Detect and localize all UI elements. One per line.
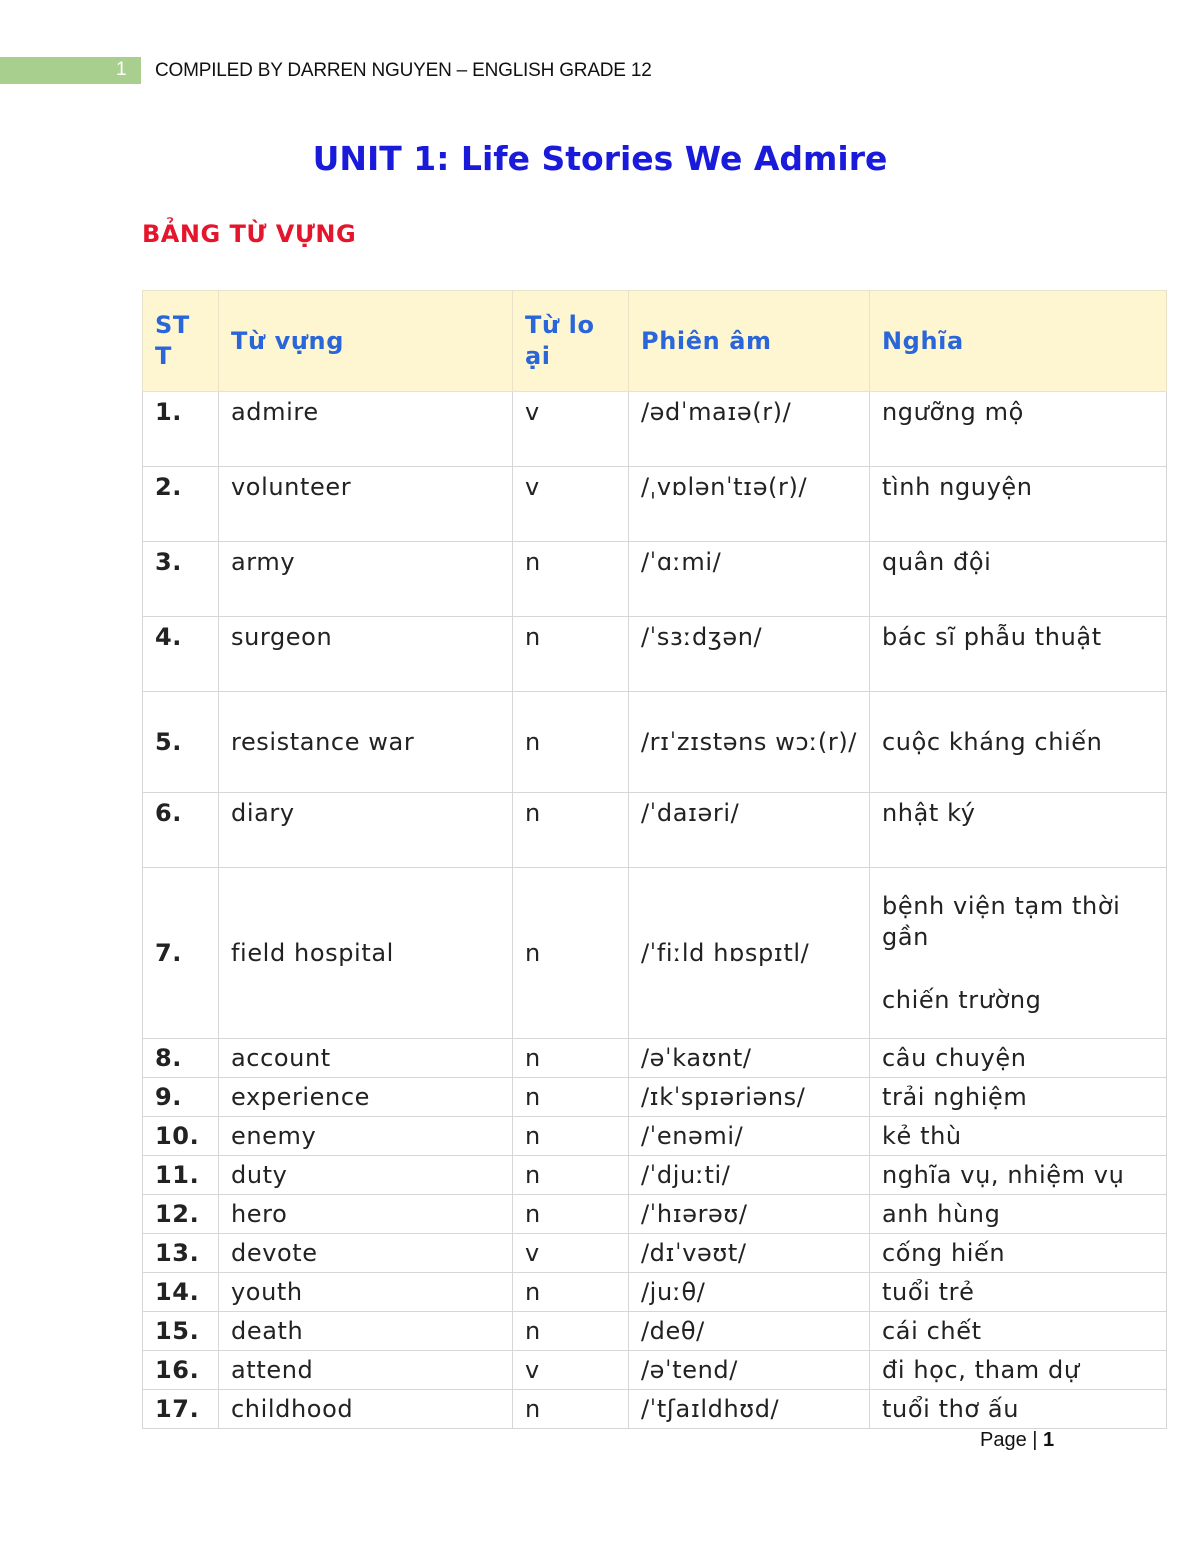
- cell-type: n: [513, 1390, 629, 1429]
- meaning-line-1: bệnh viện tạm thời gần: [882, 891, 1121, 951]
- table-row: [143, 1273, 1167, 1312]
- cell-meaning: nghĩa vụ, nhiệm vụ: [870, 1156, 1167, 1195]
- cell-meaning: tuổi trẻ: [870, 1273, 1167, 1312]
- cell-no: 3.: [143, 542, 219, 617]
- cell-no: 13.: [143, 1234, 219, 1273]
- cell-type: v: [513, 1234, 629, 1273]
- cell-type: v: [513, 392, 629, 467]
- header-cell-type: Từ lo ại: [513, 291, 629, 392]
- table-row: [143, 1078, 1167, 1117]
- cell-no: 9.: [143, 1078, 219, 1117]
- cell-ipa: /ədˈmaɪə(r)/: [629, 392, 870, 467]
- cell-word: childhood: [219, 1390, 513, 1429]
- table-row: [143, 1234, 1167, 1273]
- header-cell-word: Từ vựng: [219, 291, 513, 392]
- cell-meaning: tuổi thơ ấu: [870, 1390, 1167, 1429]
- cell-ipa: /ˈdaɪəri/: [629, 793, 870, 868]
- table-row: [143, 467, 1167, 542]
- cell-meaning: nhật ký: [870, 793, 1167, 868]
- cell-meaning: [870, 868, 1167, 1039]
- cell-word: surgeon: [219, 617, 513, 692]
- cell-no: 16.: [143, 1351, 219, 1390]
- cell-word: hero: [219, 1195, 513, 1234]
- cell-word: admire: [219, 392, 513, 467]
- header-cell-meaning: Nghĩa: [870, 291, 1167, 392]
- cell-ipa: /ˈfiːld hɒspɪtl/: [629, 868, 870, 1039]
- cell-meaning: ngưỡng mộ: [870, 392, 1167, 467]
- table-row: [143, 1117, 1167, 1156]
- cell-meaning: quân đội: [870, 542, 1167, 617]
- table-row: [143, 1156, 1167, 1195]
- cell-ipa: /ˈhɪərəʊ/: [629, 1195, 870, 1234]
- cell-type: v: [513, 1351, 629, 1390]
- cell-no: 6.: [143, 793, 219, 868]
- table-row: [143, 1351, 1167, 1390]
- cell-meaning: đi học, tham dự: [870, 1351, 1167, 1390]
- cell-ipa: /deθ/: [629, 1312, 870, 1351]
- cell-word: army: [219, 542, 513, 617]
- cell-meaning: cống hiến: [870, 1234, 1167, 1273]
- cell-meaning: bác sĩ phẫu thuật: [870, 617, 1167, 692]
- table-header-row: [143, 291, 1167, 392]
- cell-word: volunteer: [219, 467, 513, 542]
- cell-type: n: [513, 868, 629, 1039]
- cell-ipa: /ɪkˈspɪəriəns/: [629, 1078, 870, 1117]
- vocabulary-table: [142, 290, 1167, 1429]
- cell-meaning: câu chuyện: [870, 1039, 1167, 1078]
- cell-word: diary: [219, 793, 513, 868]
- cell-no: 17.: [143, 1390, 219, 1429]
- header-text: COMPILED BY DARREN NGUYEN – ENGLISH GRADE 12: [155, 60, 652, 81]
- cell-no: 1.: [143, 392, 219, 467]
- section-title: BẢNG TỪ VỰNG: [142, 220, 357, 248]
- cell-no: 15.: [143, 1312, 219, 1351]
- cell-type: n: [513, 1273, 629, 1312]
- cell-no: 14.: [143, 1273, 219, 1312]
- cell-ipa: /ˈsɜːdʒən/: [629, 617, 870, 692]
- cell-type: n: [513, 1078, 629, 1117]
- cell-no: 10.: [143, 1117, 219, 1156]
- cell-ipa: /juːθ/: [629, 1273, 870, 1312]
- cell-ipa: /ˌvɒlənˈtɪə(r)/: [629, 467, 870, 542]
- cell-no: 11.: [143, 1156, 219, 1195]
- cell-no: 4.: [143, 617, 219, 692]
- cell-ipa: /ˈdjuːti/: [629, 1156, 870, 1195]
- cell-ipa: /dɪˈvəʊt/: [629, 1234, 870, 1273]
- cell-meaning: kẻ thù: [870, 1117, 1167, 1156]
- cell-word: field hospital: [219, 868, 513, 1039]
- cell-meaning: anh hùng: [870, 1195, 1167, 1234]
- footer-page-number: 1: [1043, 1429, 1055, 1451]
- cell-no: 7.: [143, 868, 219, 1039]
- cell-word: account: [219, 1039, 513, 1078]
- cell-no: 5.: [143, 692, 219, 793]
- table-row: [143, 1312, 1167, 1351]
- cell-no: 12.: [143, 1195, 219, 1234]
- cell-word: duty: [219, 1156, 513, 1195]
- cell-ipa: /əˈtend/: [629, 1351, 870, 1390]
- cell-word: devote: [219, 1234, 513, 1273]
- footer-page-label: Page: [980, 1429, 1027, 1451]
- cell-word: death: [219, 1312, 513, 1351]
- header-cell-no: ST T: [143, 291, 219, 392]
- cell-type: n: [513, 1039, 629, 1078]
- cell-word: experience: [219, 1078, 513, 1117]
- cell-type: n: [513, 1156, 629, 1195]
- cell-ipa: /ˈɑːmi/: [629, 542, 870, 617]
- cell-type: n: [513, 617, 629, 692]
- cell-meaning: cái chết: [870, 1312, 1167, 1351]
- header-page-number: 1: [116, 59, 127, 80]
- cell-ipa: /ˈtʃaɪldhʊd/: [629, 1390, 870, 1429]
- table-row: [143, 1195, 1167, 1234]
- table-row: [143, 692, 1167, 793]
- footer-separator: |: [1032, 1429, 1038, 1451]
- cell-word: enemy: [219, 1117, 513, 1156]
- cell-type: n: [513, 1312, 629, 1351]
- table-row: [143, 617, 1167, 692]
- cell-meaning: tình nguyện: [870, 467, 1167, 542]
- cell-meaning: cuộc kháng chiến: [870, 692, 1167, 793]
- table-row: [143, 868, 1167, 1039]
- cell-type: n: [513, 1117, 629, 1156]
- cell-word: attend: [219, 1351, 513, 1390]
- cell-type: n: [513, 692, 629, 793]
- table-row: [143, 1390, 1167, 1429]
- cell-ipa: /əˈkaʊnt/: [629, 1039, 870, 1078]
- cell-ipa: /ˈenəmi/: [629, 1117, 870, 1156]
- cell-word: resistance war: [219, 692, 513, 793]
- table-row: [143, 793, 1167, 868]
- cell-type: n: [513, 793, 629, 868]
- table-row: [143, 1039, 1167, 1078]
- table-row: [143, 392, 1167, 467]
- cell-ipa: /rɪˈzɪstəns wɔː(r)/: [629, 692, 870, 793]
- table-row: [143, 542, 1167, 617]
- page-title: UNIT 1: Life Stories We Admire: [312, 139, 888, 178]
- header-cell-ipa: Phiên âm: [629, 291, 870, 392]
- meaning-line-2: chiến trường: [882, 985, 1042, 1014]
- cell-meaning: trải nghiệm: [870, 1078, 1167, 1117]
- cell-no: 8.: [143, 1039, 219, 1078]
- cell-no: 2.: [143, 467, 219, 542]
- cell-type: n: [513, 1195, 629, 1234]
- cell-word: youth: [219, 1273, 513, 1312]
- page-footer: [980, 1429, 1054, 1452]
- cell-type: n: [513, 542, 629, 617]
- cell-type: v: [513, 467, 629, 542]
